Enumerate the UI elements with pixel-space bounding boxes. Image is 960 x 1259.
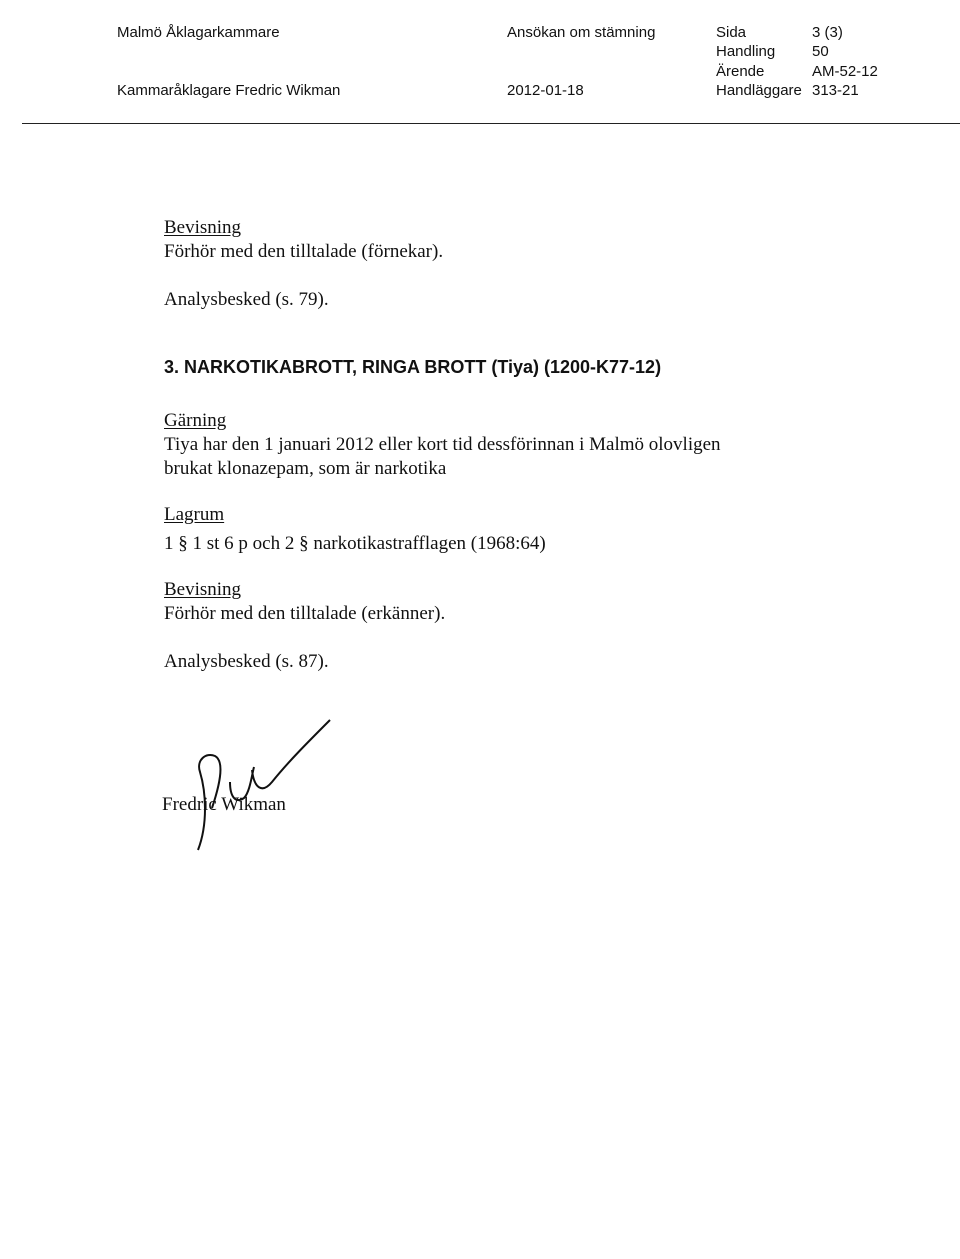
- evidence-heading: Bevisning: [164, 579, 242, 600]
- signatory-name: Fredric Wikman: [162, 794, 286, 815]
- handling-value: 50: [812, 43, 829, 60]
- handler-value: 313-21: [812, 82, 859, 99]
- prosecutor-name: Kammaråklagare Fredric Wikman: [117, 82, 341, 99]
- handwritten-signature: [160, 712, 360, 862]
- law-heading: Lagrum: [164, 504, 225, 525]
- case-label: Ärende: [716, 63, 765, 80]
- section-heading: 3. NARKOTIKABROTT, RINGA BROTT (Tiya) (1200-K77-12): [164, 357, 662, 377]
- case-value: AM-52-12: [812, 63, 878, 80]
- act-description-line2: brukat klonazepam, som är narkotika: [164, 458, 447, 479]
- evidence-line-interrogation: Förhör med den tilltalade (erkänner).: [164, 603, 446, 624]
- page-label: Sida: [716, 24, 747, 41]
- office-name: Malmö Åklagarkammare: [117, 24, 280, 41]
- handling-label: Handling: [716, 43, 776, 60]
- evidence-line-analysis: Analysbesked (s. 87).: [164, 651, 329, 672]
- act-description-line1: Tiya har den 1 januari 2012 eller kort tid dessförinnan i Malmö olovligen: [164, 434, 721, 455]
- document-type: Ansökan om stämning: [507, 24, 656, 41]
- page-value: 3 (3): [812, 24, 843, 41]
- handler-label: Handläggare: [716, 82, 802, 99]
- evidence-line-analysis-prev: Analysbesked (s. 79).: [164, 289, 329, 310]
- evidence-heading-prev: Bevisning: [164, 217, 242, 238]
- evidence-line-interrogation-prev: Förhör med den tilltalade (förnekar).: [164, 241, 444, 262]
- law-reference: 1 § 1 st 6 p och 2 § narkotikastrafflagen (1968:64): [164, 533, 546, 554]
- header-divider: [22, 123, 960, 124]
- act-heading: Gärning: [164, 410, 227, 431]
- document-date: 2012-01-18: [507, 82, 584, 99]
